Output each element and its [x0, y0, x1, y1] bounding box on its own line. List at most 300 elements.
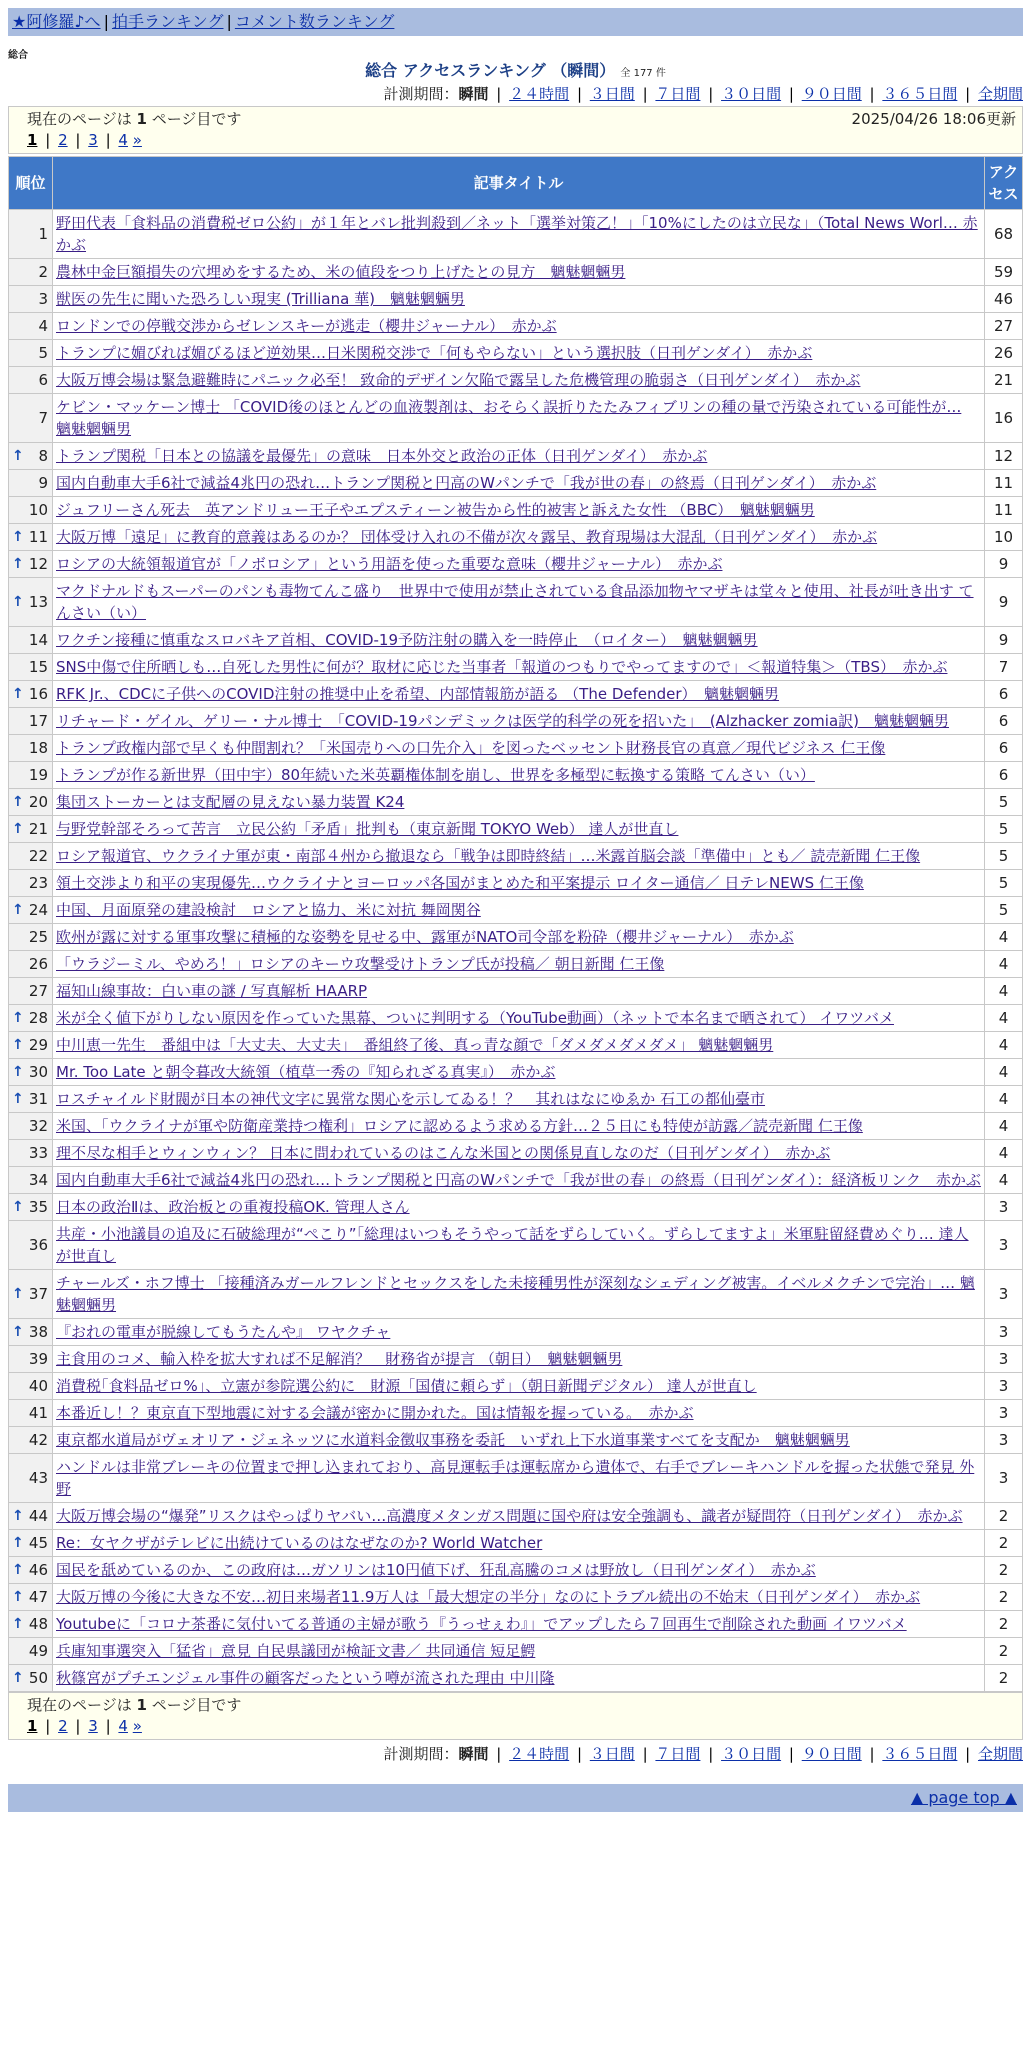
period-link-0[interactable]: ２４時間	[509, 1745, 570, 1763]
title-cell	[53, 897, 985, 924]
access-count: 3	[985, 1346, 1023, 1373]
article-title-link[interactable]: 領土交渉より和平の実現優先…ウクライナとヨーロッパ各国がまとめた和平案提示 ロイター通信／ 日テレNEWS 仁王像	[56, 874, 864, 892]
title-cell	[53, 210, 985, 259]
access-count: 2	[985, 1503, 1023, 1530]
page-link-1[interactable]: 1	[27, 1717, 38, 1735]
ranking-table	[8, 156, 1023, 1692]
article-title-link[interactable]: RFK Jr.、CDCに子供へのCOVID注射の推奨中止を希望、内部情報筋が語る （The Defender） 魑魅魍魎男	[56, 685, 780, 703]
rank-number: 1	[38, 225, 48, 243]
rank-number: 26	[28, 955, 48, 973]
table-row	[9, 924, 1023, 951]
access-count: 5	[985, 843, 1023, 870]
rank-number: 19	[28, 766, 48, 784]
rank-number: 39	[28, 1350, 48, 1368]
article-title-link[interactable]: トランプ政権内部で早くも仲間割れ？「米国売りへの口先介入」を図ったベッセント財務長官の真意／現代ビジネス 仁王像	[56, 739, 886, 757]
rank-cell	[9, 1086, 53, 1113]
title-cell	[53, 1319, 985, 1346]
rank-number: 2	[38, 263, 48, 281]
rank-number: 14	[28, 631, 48, 649]
table-row	[9, 497, 1023, 524]
item-count: 全 177 件	[620, 68, 666, 79]
rank-number: 22	[28, 847, 48, 865]
rank-number: 12	[28, 555, 48, 573]
table-row	[9, 1346, 1023, 1373]
next-page-link[interactable]: »	[132, 1717, 142, 1735]
period-separator: |	[642, 85, 648, 103]
period-link-4[interactable]: ９０日間	[801, 85, 862, 103]
access-count: 2	[985, 1584, 1023, 1611]
rank-cell	[9, 524, 53, 551]
period-separator: |	[788, 1745, 794, 1763]
nav-link-comment-ranking[interactable]: コメント数ランキング	[234, 12, 395, 31]
period-link-3[interactable]: ３０日間	[721, 1745, 782, 1763]
article-title-link[interactable]: 消費税｢食料品ゼロ%」、立憲が参院選公約に 財源「国債に頼らず」（朝日新聞デジタル） 達人が世直し	[56, 1377, 757, 1395]
article-title-link[interactable]: SNS中傷で住所晒しも…自死した男性に何が？取材に応じた当事者「報道のつもりでやってますので」＜報道特集＞（TBS） 赤かぶ	[56, 658, 948, 676]
table-row	[9, 1270, 1023, 1319]
table-row	[9, 1319, 1023, 1346]
rank-cell	[9, 1113, 53, 1140]
title-cell	[53, 924, 985, 951]
article-title-link[interactable]: 米が全く値下がりしない原因を作っていた黒幕、ついに判明する（YouTube動画）（ネットで本名まで晒されて） イワツバメ	[56, 1009, 894, 1027]
access-count: 4	[985, 1032, 1023, 1059]
rank-number: 46	[28, 1561, 48, 1579]
article-title-link[interactable]: 兵庫知事選突入「猛省」意見 自民県議団が検証文書／ 共同通信 短足鰐	[56, 1642, 536, 1660]
rank-up-arrow-icon: ↑	[12, 794, 24, 810]
access-count: 9	[985, 551, 1023, 578]
table-row	[9, 1113, 1023, 1140]
access-count: 4	[985, 1059, 1023, 1086]
rank-up-arrow-icon: ↑	[12, 1199, 24, 1215]
nav-separator: |	[103, 12, 109, 31]
table-row	[9, 1427, 1023, 1454]
period-separator: |	[642, 1745, 648, 1763]
article-title-link[interactable]: トランプ関税「日本との協議を最優先」の意味 日本外交と政治の正体（日刊ゲンダイ） 赤かぶ	[56, 447, 708, 465]
rank-up-arrow-icon: ↑	[12, 821, 24, 837]
rank-cell	[9, 1140, 53, 1167]
rank-number: 37	[28, 1285, 48, 1303]
rank-cell	[9, 259, 53, 286]
rank-cell	[9, 978, 53, 1005]
rank-cell	[9, 210, 53, 259]
title-cell	[53, 1167, 985, 1194]
title-cell	[53, 1557, 985, 1584]
table-row	[9, 551, 1023, 578]
pagination-bottom	[8, 1692, 1023, 1740]
title-cell	[53, 578, 985, 627]
access-count: 21	[985, 367, 1023, 394]
article-title-link[interactable]: 国民を舐めているのか、この政府は…ガソリンは10円値下げ、狂乱高騰のコメは野放し（日刊ゲンダイ） 赤かぶ	[56, 1561, 816, 1579]
access-count: 6	[985, 735, 1023, 762]
period-separator: |	[965, 85, 971, 103]
title-cell	[53, 497, 985, 524]
rank-cell	[9, 443, 53, 470]
table-row	[9, 1665, 1023, 1692]
page-separator: |	[105, 1717, 111, 1735]
access-count: 4	[985, 978, 1023, 1005]
period-separator: |	[708, 1745, 714, 1763]
rank-number: 32	[28, 1117, 48, 1135]
period-link-0[interactable]: ２４時間	[509, 85, 570, 103]
access-count: 26	[985, 340, 1023, 367]
table-row	[9, 1373, 1023, 1400]
rank-up-arrow-icon: ↑	[12, 1508, 24, 1524]
article-title-link[interactable]: ロスチャイルド財閥が日本の神代文字に異常な関心を示してゐる！？ 其れはなにゆゑか 石工の都仙臺市	[56, 1090, 766, 1108]
access-count: 3	[985, 1319, 1023, 1346]
rank-cell	[9, 1005, 53, 1032]
period-link-1[interactable]: ３日間	[589, 85, 635, 103]
page-heading	[8, 60, 1023, 82]
access-count: 4	[985, 1086, 1023, 1113]
rank-cell	[9, 470, 53, 497]
access-count: 5	[985, 789, 1023, 816]
nav-link-ashura[interactable]: ★阿修羅♪へ	[12, 12, 101, 31]
table-row	[9, 654, 1023, 681]
access-count: 12	[985, 443, 1023, 470]
period-separator: |	[496, 85, 502, 103]
rank-cell	[9, 951, 53, 978]
article-title-link[interactable]: 与野党幹部そろって苦言 立民公約「矛盾」批判も（東京新聞 TOKYO Web） 達人が世直し	[56, 820, 679, 838]
rank-up-arrow-icon: ↑	[12, 1010, 24, 1026]
rank-number: 45	[28, 1534, 48, 1552]
page-links-row	[27, 1716, 1016, 1737]
article-title-link[interactable]: ロシアの大統領報道官が「ノボロシア」という用語を使った重要な意味（櫻井ジャーナル） 赤かぶ	[56, 555, 723, 573]
page-status	[27, 1695, 241, 1716]
rank-number: 6	[38, 371, 48, 389]
page-separator: |	[105, 131, 111, 149]
period-link-5[interactable]: ３６５日間	[882, 1745, 958, 1763]
period-link-6[interactable]: 全期間	[977, 85, 1023, 103]
current-page-number: 1	[136, 1696, 147, 1714]
table-row	[9, 627, 1023, 654]
title-cell	[53, 470, 985, 497]
rank-cell	[9, 313, 53, 340]
rank-cell	[9, 897, 53, 924]
rank-up-arrow-icon: ↑	[12, 594, 24, 610]
article-title-link[interactable]: ロンドンでの停戦交渉からゼレンスキーが逃走（櫻井ジャーナル） 赤かぶ	[56, 317, 557, 335]
access-count: 2	[985, 1665, 1023, 1692]
footer-bar	[8, 1784, 1023, 1812]
title-cell	[53, 1059, 985, 1086]
table-row	[9, 367, 1023, 394]
article-title-link[interactable]: 集団ストーカーとは支配層の見えない暴力装置 K24	[56, 793, 405, 811]
article-title-link[interactable]: 中川恵一先生 番組中は「大丈夫、大丈夫」 番組終了後、真っ青な顔で「ダメダメダメダメ」 魑魅魍魎男	[56, 1036, 774, 1054]
rank-number: 9	[38, 474, 48, 492]
title-cell	[53, 1346, 985, 1373]
table-row	[9, 789, 1023, 816]
next-page-link[interactable]: »	[132, 131, 142, 149]
article-title-link[interactable]: 大阪万博会場の“爆発”リスクはやっぱりヤバい…高濃度メタンガス問題に国や府は安全強調も、識者が疑問符（日刊ゲンダイ） 赤かぶ	[56, 1507, 963, 1525]
period-link-4[interactable]: ９０日間	[801, 1745, 862, 1763]
rank-number: 29	[28, 1036, 48, 1054]
table-row	[9, 1140, 1023, 1167]
page-link-2[interactable]: 2	[58, 1717, 68, 1735]
title-cell	[53, 816, 985, 843]
title-cell	[53, 1454, 985, 1503]
access-count: 4	[985, 1140, 1023, 1167]
nav-link-applause-ranking[interactable]: 拍手ランキング	[111, 12, 224, 31]
rank-cell	[9, 1059, 53, 1086]
rank-cell	[9, 870, 53, 897]
article-title-link[interactable]: 「ウラジーミル、やめろ！」ロシアのキーウ攻撃受けトランプ氏が投稿／ 朝日新聞 仁王像	[56, 955, 665, 973]
page-status-row	[27, 1695, 1016, 1716]
page-status-before: 現在のページは	[27, 110, 132, 128]
article-title-link[interactable]: トランプに媚びれば媚びるほど逆効果…日米関税交渉で「何もやらない」という選択肢（日刊ゲンダイ） 赤かぶ	[56, 344, 813, 362]
title-cell	[53, 367, 985, 394]
rank-up-arrow-icon: ↑	[12, 1064, 24, 1080]
title-cell	[53, 1140, 985, 1167]
title-cell	[53, 951, 985, 978]
rank-up-arrow-icon: ↑	[12, 1616, 24, 1632]
table-row	[9, 1221, 1023, 1270]
period-separator: |	[869, 85, 875, 103]
title-column-header: 記事タイトル	[53, 157, 985, 210]
article-title-link[interactable]: 農林中金巨額損失の穴埋めをするため、米の値段をつり上げたとの見方 魑魅魍魎男	[56, 263, 626, 281]
rank-number: 49	[28, 1642, 48, 1660]
access-count: 10	[985, 524, 1023, 551]
period-link-6[interactable]: 全期間	[977, 1745, 1023, 1763]
title-cell	[53, 1584, 985, 1611]
title-cell	[53, 1665, 985, 1692]
rank-cell	[9, 497, 53, 524]
rank-cell	[9, 762, 53, 789]
rank-number: 40	[28, 1377, 48, 1395]
article-title-link[interactable]: Youtubeに「コロナ茶番に気付いてる普通の主婦が歌う『うっせぇわ』」でアップしたら７回再生で削除された動画 イワツバメ	[56, 1615, 907, 1633]
table-row	[9, 470, 1023, 497]
article-title-link[interactable]: 大阪万博の今後に大きな不安…初日来場者11.9万人は「最大想定の半分」なのにトラブル続出の不始末（日刊ゲンダイ） 赤かぶ	[56, 1588, 921, 1606]
rank-cell	[9, 1530, 53, 1557]
rank-cell	[9, 789, 53, 816]
title-cell	[53, 1270, 985, 1319]
table-row	[9, 578, 1023, 627]
rank-number: 17	[28, 712, 48, 730]
rank-number: 11	[28, 528, 48, 546]
access-count: 2	[985, 1530, 1023, 1557]
rank-number: 50	[28, 1669, 48, 1687]
title-cell	[53, 1113, 985, 1140]
article-title-link[interactable]: ジュフリーさん死去 英アンドリュー王子やエプスティーン被告から性的被害と訴えた女性 （BBC） 魑魅魍魎男	[56, 501, 815, 519]
page-link-4[interactable]: 4	[118, 1717, 128, 1735]
access-count: 3	[985, 1427, 1023, 1454]
rank-number: 42	[28, 1431, 48, 1449]
access-count: 3	[985, 1400, 1023, 1427]
rank-number: 18	[28, 739, 48, 757]
rank-cell	[9, 1638, 53, 1665]
article-title-link[interactable]: 秋篠宮がプチエンジェル事件の顧客だったという噂が流された理由 中川隆	[56, 1669, 555, 1687]
rank-number: 15	[28, 658, 48, 676]
article-title-link[interactable]: ワクチン接種に慎重なスロバキア首相、COVID-19予防注射の購入を一時停止 （ロイター） 魑魅魍魎男	[56, 631, 758, 649]
article-title-link[interactable]: 米国、「ウクライナが軍や防衛産業持つ権利」ロシアに認めるよう求める方針…２５日にも特使が訪露／読売新聞 仁王像	[56, 1117, 863, 1135]
table-row	[9, 524, 1023, 551]
rank-up-arrow-icon: ↑	[12, 1091, 24, 1107]
access-count: 4	[985, 951, 1023, 978]
access-count: 11	[985, 497, 1023, 524]
table-row	[9, 1167, 1023, 1194]
article-title-link[interactable]: ロシア報道官、ウクライナ軍が東・南部４州から撤退なら「戦争は即時終結」…米露首脳会談「準備中」とも／ 読売新聞 仁王像	[56, 847, 921, 865]
access-count: 5	[985, 870, 1023, 897]
title-cell	[53, 762, 985, 789]
page-status	[27, 109, 241, 130]
period-link-5[interactable]: ３６５日間	[882, 85, 958, 103]
title-cell	[53, 340, 985, 367]
access-count: 3	[985, 1454, 1023, 1503]
period-separator: |	[576, 1745, 582, 1763]
table-row	[9, 443, 1023, 470]
access-count: 68	[985, 210, 1023, 259]
article-title-link[interactable]: チャールズ・ホフ博士 「接種済みガールフレンドとセックスをした未接種男性が深刻なシェディング被害。イベルメクチンで完治」… 魑魅魍魎男	[56, 1274, 975, 1314]
rank-number: 21	[28, 820, 48, 838]
rank-cell	[9, 1346, 53, 1373]
rank-up-arrow-icon: ↑	[12, 1670, 24, 1686]
access-count: 9	[985, 578, 1023, 627]
article-title-link[interactable]: 理不尽な相手とウィンウィン？ 日本に問われているのはこんな米国との関係見直しなのだ（日刊ゲンダイ） 赤かぶ	[56, 1144, 831, 1162]
article-title-link[interactable]: 大阪万博「遠足」に教育的意義はあるのか？ 団体受け入れの不備が次々露呈、教育現場は大混乱（日刊ゲンダイ） 赤かぶ	[56, 528, 878, 546]
table-row	[9, 1530, 1023, 1557]
access-count: 9	[985, 627, 1023, 654]
title-cell	[53, 394, 985, 443]
table-header-row	[9, 157, 1023, 210]
article-title-link[interactable]: 主食用のコメ、輸入枠を拡大すれば不足解消？ 財務省が提言 （朝日） 魑魅魍魎男	[56, 1350, 623, 1368]
table-row	[9, 1638, 1023, 1665]
access-count: 2	[985, 1557, 1023, 1584]
rank-cell	[9, 1557, 53, 1584]
title-cell	[53, 627, 985, 654]
rank-cell	[9, 1167, 53, 1194]
rank-cell	[9, 816, 53, 843]
article-title-link[interactable]: 共産・小池議員の追及に石破総理が“ぺこり”「総理はいつもそうやって話をずらしていく。ずらしてますよ」米軍駐留経費めぐり… 達人が世直し	[56, 1225, 969, 1265]
table-row	[9, 978, 1023, 1005]
title-cell	[53, 551, 985, 578]
article-title-link[interactable]: ケビン・マッケーン博士 「COVID後のほとんどの血液製剤は、おそらく誤折りたたみフィブリンの種の量で汚染されている可能性が… 魑魅魍魎男	[56, 398, 962, 438]
article-title-link[interactable]: ハンドルは非常ブレーキの位置まで押し込まれており、高見運転手は運転席から遺体で、右手でブレーキハンドルを握った状態で発見 外野	[56, 1458, 975, 1498]
period-link-1[interactable]: ３日間	[589, 1745, 635, 1763]
table-row	[9, 681, 1023, 708]
rank-cell	[9, 681, 53, 708]
article-title-link[interactable]: 国内自動車大手6社で減益4兆円の恐れ…トランプ関税と円高のWパンチで「我が世の春」の終焉（日刊ゲンダイ）：経済板リンク 赤かぶ	[56, 1171, 981, 1189]
access-count: 4	[985, 1005, 1023, 1032]
article-title-link[interactable]: 大阪万博会場は緊急避難時にパニック必至！ 致命的デザイン欠陥で露呈した危機管理の脆弱さ（日刊ゲンダイ） 赤かぶ	[56, 371, 861, 389]
table-row	[9, 762, 1023, 789]
title-cell	[53, 681, 985, 708]
period-label: 計測期間：	[383, 1745, 459, 1763]
rank-cell	[9, 551, 53, 578]
article-title-link[interactable]: トランプが作る新世界（田中宇）80年続いた米英覇権体制を崩し、世界を多極型に転換する策略 てんさい（い）	[56, 766, 815, 784]
page-link-1[interactable]: 1	[27, 131, 38, 149]
period-separator: |	[869, 1745, 875, 1763]
period-link-3[interactable]: ３０日間	[721, 85, 782, 103]
rank-up-arrow-icon: ↑	[12, 686, 24, 702]
updated-timestamp: 2025/04/26 18:06更新	[851, 110, 1016, 128]
rank-number: 30	[28, 1063, 48, 1081]
rank-number: 27	[28, 982, 48, 1000]
article-title-link[interactable]: マクドナルドもスーパーのパンも毒物てんこ盛り 世界中で使用が禁止されている食品添加物ヤマザキは堂々と使用、社長が吐き出す てんさい（い）	[56, 582, 974, 622]
rank-number: 33	[28, 1144, 48, 1162]
rank-cell	[9, 1584, 53, 1611]
period-link-2[interactable]: ７日間	[655, 1745, 701, 1763]
page-title: 総合 アクセスランキング （瞬間）	[365, 61, 616, 80]
page-link-3[interactable]: 3	[88, 131, 98, 149]
rank-cell	[9, 340, 53, 367]
title-cell	[53, 1194, 985, 1221]
access-count: 7	[985, 654, 1023, 681]
title-cell	[53, 789, 985, 816]
page-separator: |	[45, 131, 51, 149]
title-cell	[53, 524, 985, 551]
table-row	[9, 951, 1023, 978]
access-count: 2	[985, 1611, 1023, 1638]
access-count: 3	[985, 1373, 1023, 1400]
table-row	[9, 708, 1023, 735]
rank-up-arrow-icon: ↑	[12, 529, 24, 545]
access-count: 3	[985, 1221, 1023, 1270]
rank-number: 36	[28, 1236, 48, 1254]
rank-cell	[9, 735, 53, 762]
article-title-link[interactable]: 国内自動車大手6社で減益4兆円の恐れ…トランプ関税と円高のWパンチで「我が世の春」の終焉（日刊ゲンダイ） 赤かぶ	[56, 474, 877, 492]
table-row	[9, 1454, 1023, 1503]
table-row	[9, 259, 1023, 286]
article-title-link[interactable]: 欧州が露に対する軍事攻撃に積極的な姿勢を見せる中、露軍がNATO司令部を粉砕（櫻井ジャーナル） 赤かぶ	[56, 928, 794, 946]
title-cell	[53, 1086, 985, 1113]
article-title-link[interactable]: 東京都水道局がヴェオリア・ジェネッツに水道料金徴収事務を委託 いずれ上下水道事業すべてを支配か 魑魅魍魎男	[56, 1431, 850, 1449]
title-cell	[53, 654, 985, 681]
rank-number: 7	[38, 409, 48, 427]
article-title-link[interactable]: 野田代表「食料品の消費税ゼロ公約」が１年とバレ批判殺到／ネット「選挙対策乙！」「10%にしたのは立民な」（Total News Worl… 赤かぶ	[56, 214, 978, 254]
access-count: 11	[985, 470, 1023, 497]
access-count: 6	[985, 708, 1023, 735]
article-title-link[interactable]: 日本の政治Ⅱは、政治板との重複投稿OK. 管理人さん	[56, 1198, 410, 1216]
period-link-2[interactable]: ７日間	[655, 85, 701, 103]
rank-number: 28	[28, 1009, 48, 1027]
article-title-link[interactable]: 『おれの電車が脱線してもうたんや』 ワヤクチャ	[56, 1323, 391, 1341]
article-title-link[interactable]: 本番近し！？東京直下型地震に対する会議が密かに開かれた。国は情報を握っている。 赤かぶ	[56, 1404, 694, 1422]
article-title-link[interactable]: リチャード・ゲイル、ゲリー・ナル博士 「COVID-19パンデミックは医学的科学の死を招いた」 (Alzhacker zomia訳) 魑魅魍魎男	[56, 712, 949, 730]
table-row	[9, 1584, 1023, 1611]
title-cell	[53, 313, 985, 340]
page-status-before: 現在のページは	[27, 1696, 132, 1714]
page-link-4[interactable]: 4	[118, 131, 128, 149]
page-top-link[interactable]: ▲ page top ▲	[910, 1788, 1017, 1807]
article-title-link[interactable]: 中国、月面原発の建設検討 ロシアと協力、米に対抗 舞岡関谷	[56, 901, 481, 919]
page-separator: |	[75, 1717, 81, 1735]
rank-up-arrow-icon: ↑	[12, 556, 24, 572]
rank-number: 44	[28, 1507, 48, 1525]
title-cell	[53, 1638, 985, 1665]
article-title-link[interactable]: Re：女ヤクザがテレビに出続けているのはなぜなのか? World Watcher	[56, 1534, 543, 1552]
rank-cell	[9, 1221, 53, 1270]
access-count: 4	[985, 924, 1023, 951]
rank-cell	[9, 1611, 53, 1638]
article-title-link[interactable]: Mr. Too Late と朝令暮改大統領（植草一秀の『知られざる真実』） 赤かぶ	[56, 1063, 556, 1081]
page-link-2[interactable]: 2	[58, 131, 68, 149]
page-link-3[interactable]: 3	[88, 1717, 98, 1735]
period-separator: |	[708, 85, 714, 103]
period-separator: |	[788, 85, 794, 103]
page-status-after: ページ目です	[151, 1696, 242, 1714]
rank-number: 38	[28, 1323, 48, 1341]
rank-number: 16	[28, 685, 48, 703]
rank-up-arrow-icon: ↑	[12, 1324, 24, 1340]
table-row	[9, 1611, 1023, 1638]
period-label: 計測期間：	[383, 85, 459, 103]
rank-cell	[9, 708, 53, 735]
article-title-link[interactable]: 獣医の先生に聞いた恐ろしい現実 (Trilliana 華) 魑魅魍魎男	[56, 290, 465, 308]
ranking-table-body	[9, 210, 1023, 1692]
title-cell	[53, 843, 985, 870]
article-title-link[interactable]: 福知山線事故：白い車の謎 / 写真解析 HAARP	[56, 982, 368, 1000]
rank-up-arrow-icon: ↑	[12, 448, 24, 464]
table-row	[9, 313, 1023, 340]
table-row	[9, 1503, 1023, 1530]
table-row	[9, 1557, 1023, 1584]
